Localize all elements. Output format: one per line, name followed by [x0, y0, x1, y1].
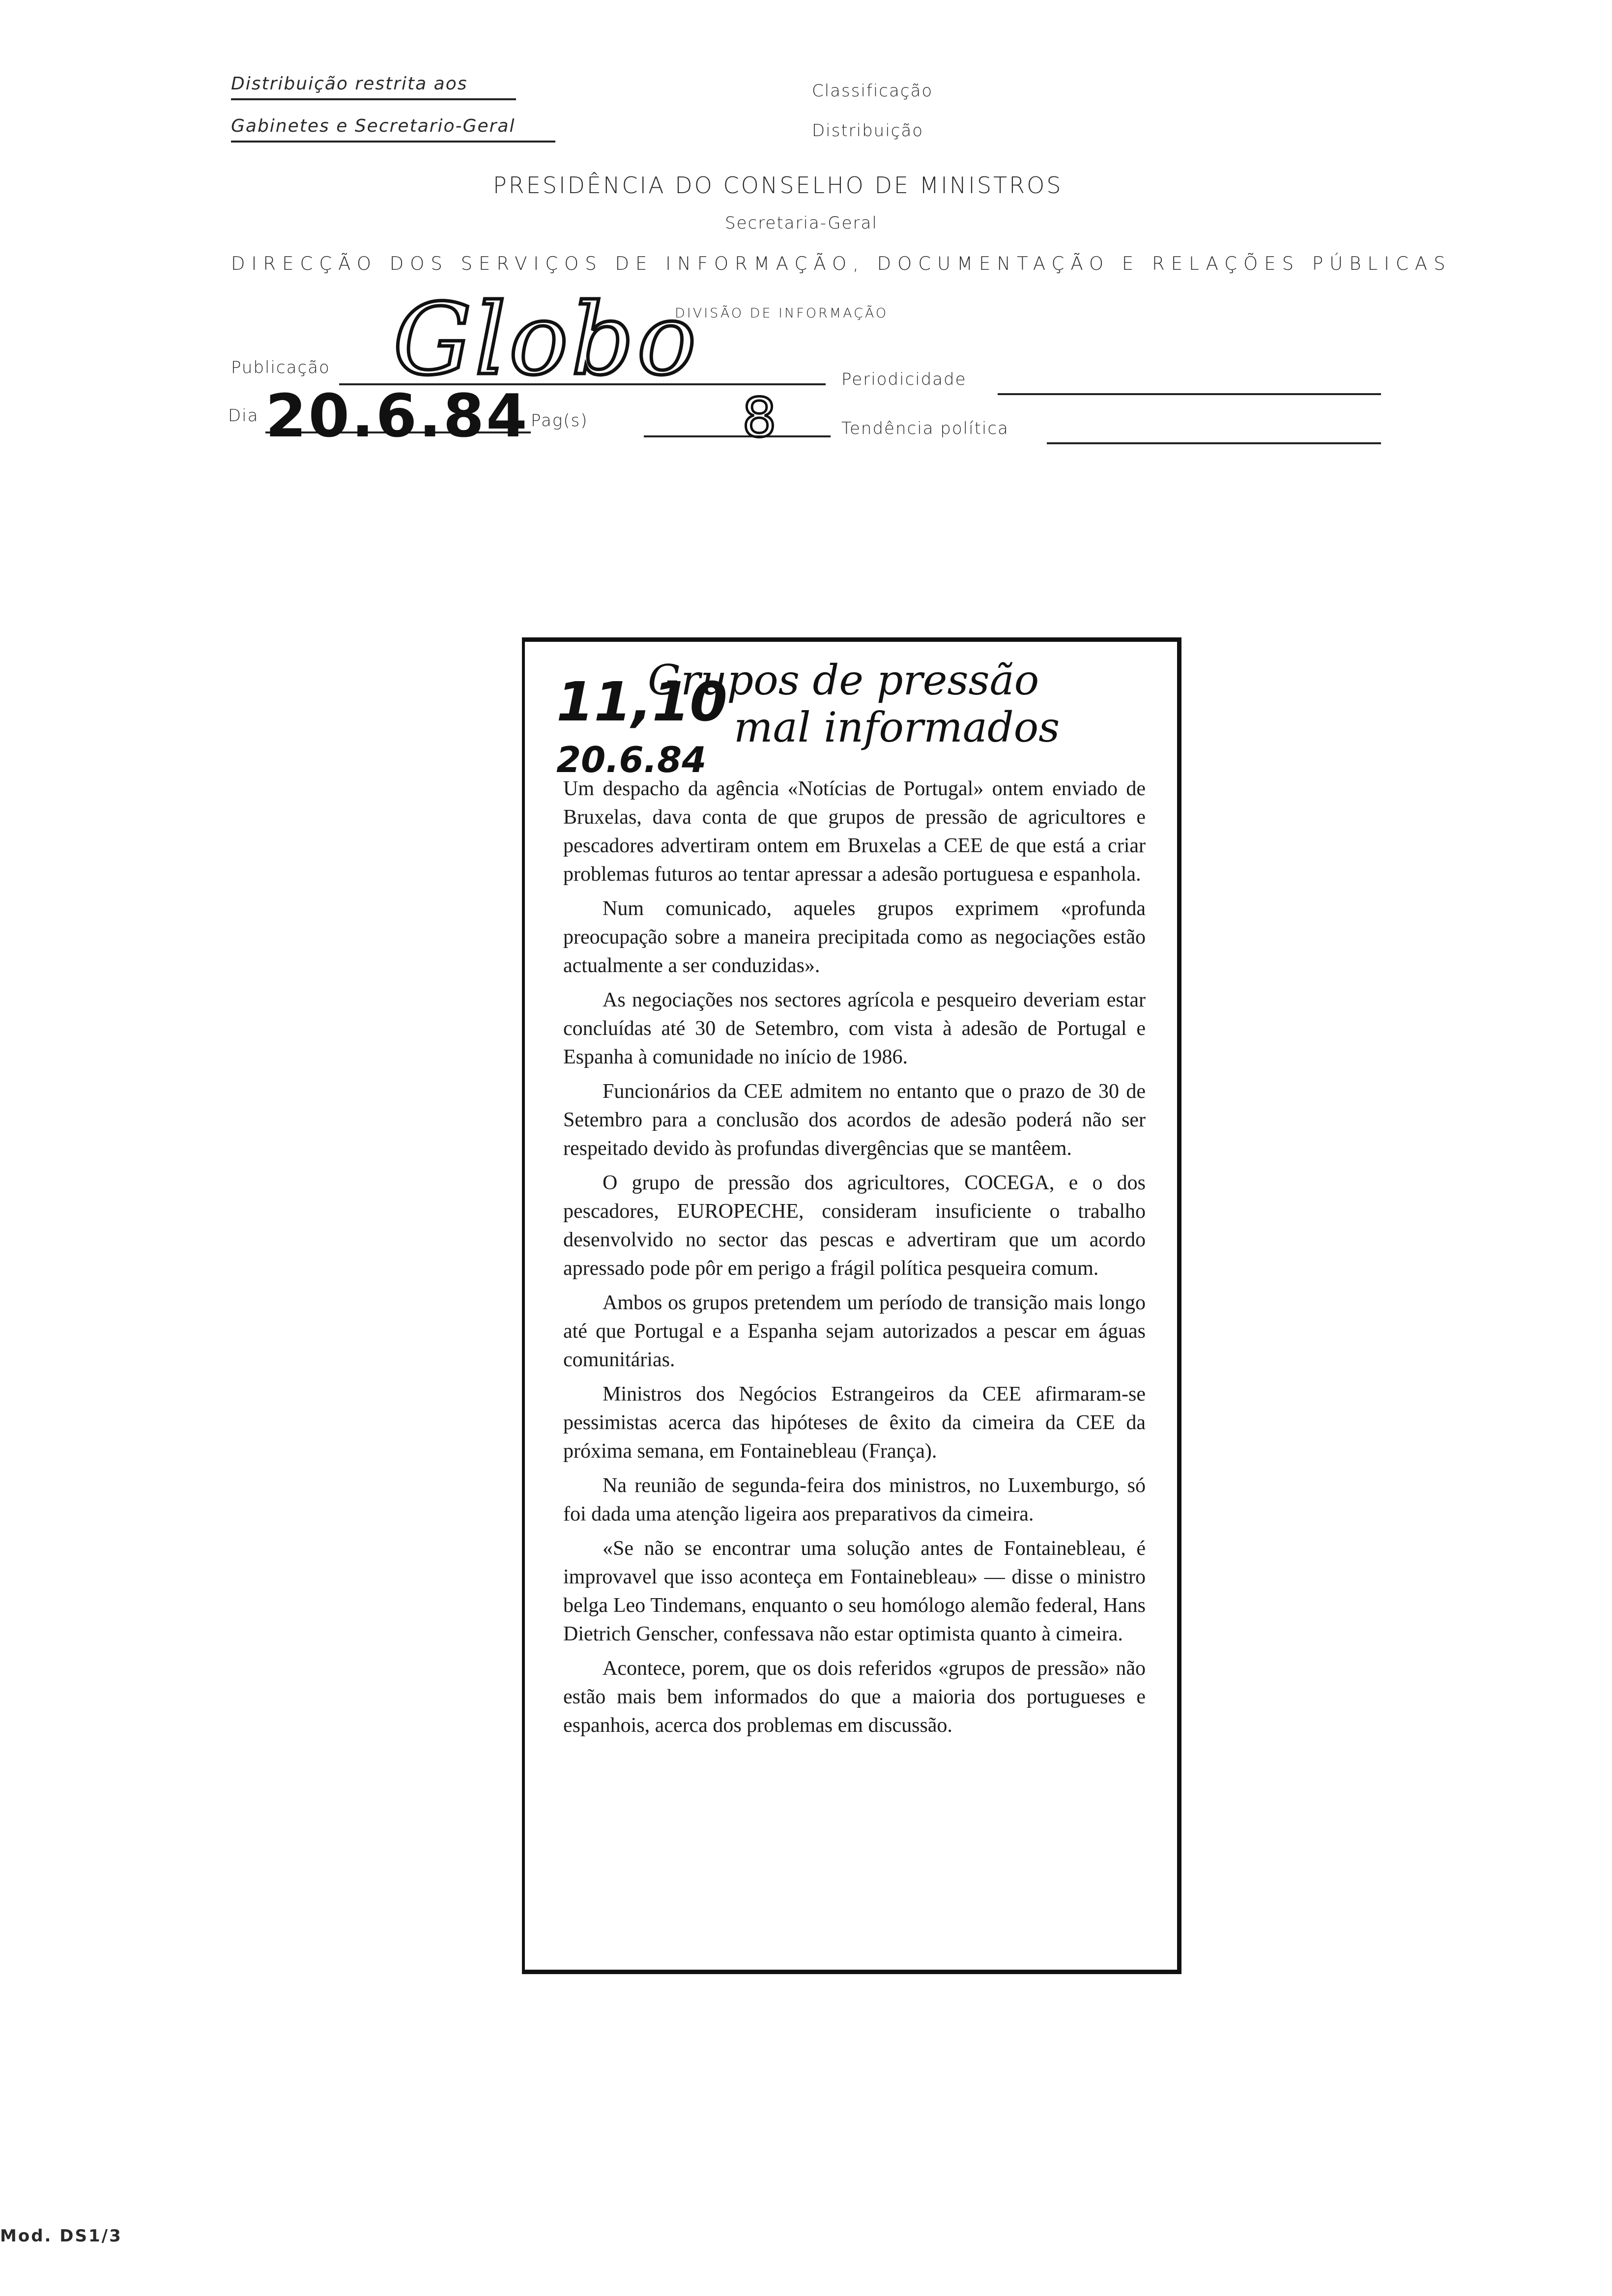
periodicity-underline	[998, 393, 1381, 395]
headline-line-1: Grupos de pressão	[648, 656, 1039, 704]
day-handwriting	[265, 378, 529, 451]
article-paragraph-7: Ministros dos Negócios Estrangeiros da CEE afirmaram-se pessimistas acerca das hipóteses de êxito da cimeira da CEE da próxima semana, em Fontainebleau (França).	[563, 1383, 1146, 1463]
publication-value: Globo	[393, 283, 699, 397]
handnote-page-value: 11,10	[556, 670, 727, 733]
distribution-label: Distribuição	[812, 121, 924, 141]
article-paragraph-3: As negociações nos sectores agrícola e pesqueiro deveriam estar concluídas até 30 de Setembro, com vista à adesão de Portugal e Espanha à comunidade no início de 1986.	[563, 989, 1146, 1068]
newspaper-clipping	[522, 637, 1181, 1974]
day-label: Dia	[228, 406, 259, 426]
secretariat-title: Secretaria-Geral	[725, 213, 878, 233]
handnote-date-value: 20.6.84	[556, 739, 707, 780]
article-paragraph-5: O grupo de pressão dos agricultores, COCEGA, e o dos pescadores, EUROPECHE, consideram insuficiente o trabalho desenvolvido no sector das pescas e advertiram que um acordo apressado pode pôr em perigo a frágil política pesqueira comum.	[563, 1172, 1146, 1280]
article-paragraph-10: Acontece, porem, que os dois referidos «grupos de pressão» não estão mais bem informados do que a maioria dos portugueses e espanhois, acerca dos problemas em discussão.	[563, 1657, 1146, 1737]
political-tendency-underline	[1047, 442, 1381, 444]
pages-handwriting	[737, 383, 791, 447]
distribution-restriction-line1: Distribuição restrita aos	[231, 74, 468, 94]
article-paragraph-9: «Se não se encontrar uma solução antes de Fontainebleau, é improvavel que isso aconteça em Fontainebleau» — disse o ministro belga Leo Tindemans, enquanto o seu homólogo alemão federal, Hans Dietrich Genscher, confessava não estar optimista quanto à cimeira.	[563, 1537, 1146, 1645]
pages-label: Pag(s)	[531, 411, 588, 430]
article-paragraph-6: Ambos os grupos pretendem um período de transição mais longo até que Portugal e a Espanha sejam autorizados a pescar em águas comunitárias.	[563, 1292, 1146, 1371]
article-paragraph-2: Num comunicado, aqueles grupos exprimem «profunda preocupação sobre a maneira precipitada como as negociações estão actualmente a ser conduzidas».	[563, 897, 1146, 977]
headline-line-2: mal informados	[734, 703, 1060, 751]
publication-label: Publicação	[231, 358, 330, 377]
classification-label: Classificação	[812, 81, 933, 101]
periodicity-label: Periodicidade	[841, 370, 967, 389]
article-paragraph-8: Na reunião de segunda-feira dos ministros, no Luxemburgo, só foi dada uma atenção ligeira aos preparativos da cimeira.	[563, 1474, 1146, 1525]
distribution-restriction-line2: Gabinetes e Secretario-Geral	[231, 116, 516, 136]
distribution-underline-1	[231, 98, 516, 100]
article-paragraph-1: Um despacho da agência «Notícias de Portugal» ontem enviado de Bruxelas, dava conta de que grupos de pressão de agricultores e pescadores advertiram ontem em Bruxelas a CEE de que está a criar problemas futuros ao tentar apressar a adesão portuguesa e espanhola.	[563, 777, 1146, 886]
article-body	[563, 775, 1146, 1746]
distribution-underline-2	[231, 141, 555, 143]
pages-value: 8	[742, 386, 777, 449]
division-title: DIVISÃO DE INFORMAÇÃO	[675, 306, 889, 321]
political-tendency-label: Tendência política	[841, 419, 1009, 438]
article-paragraph-4: Funcionários da CEE admitem no entanto que o prazo de 30 de Setembro para a conclusão dos acordos de adesão poderá não ser respeitado devido às profundas divergências que se mantêem.	[563, 1080, 1146, 1160]
directorate-title: DIRECÇÃO DOS SERVIÇOS DE INFORMAÇÃO, DOCUMENTAÇÃO E RELAÇÕES PÚBLICAS	[231, 253, 1452, 274]
publication-handwriting	[374, 275, 816, 397]
institution-title: PRESIDÊNCIA DO CONSELHO DE MINISTROS	[493, 172, 1063, 199]
form-code: Mod. DS1/3	[0, 2226, 122, 2246]
clipping-headline	[648, 657, 1164, 751]
day-value: 20.6.84	[265, 382, 529, 451]
